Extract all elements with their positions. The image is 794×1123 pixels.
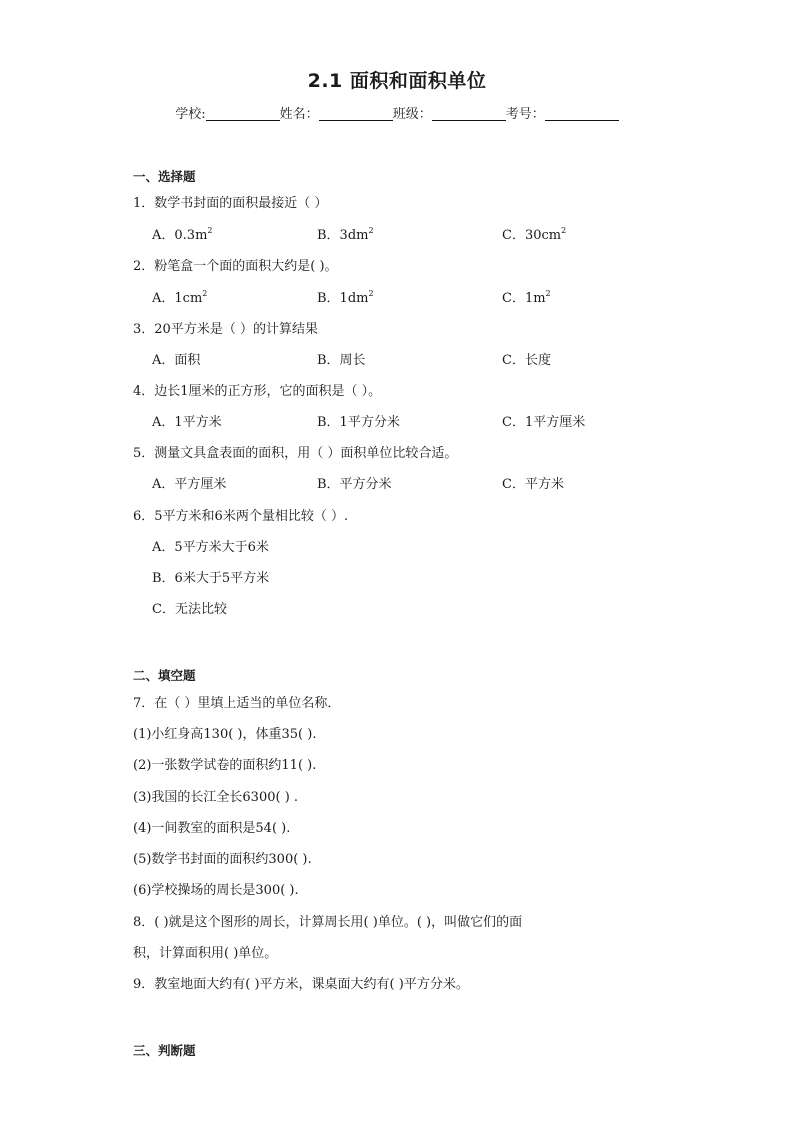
superscript: 2 <box>545 289 551 298</box>
option-c[interactable] <box>502 287 551 306</box>
name-blank[interactable] <box>319 106 393 121</box>
question-7: 7．在（ ）里填上适当的单位名称． <box>133 696 341 711</box>
school-blank[interactable] <box>206 106 280 121</box>
option-b[interactable] <box>317 287 374 306</box>
class-blank[interactable] <box>432 106 506 121</box>
question-1: 1．数学书封面的面积最接近（ ） <box>133 196 328 211</box>
option-c[interactable] <box>502 224 566 243</box>
question-3: 3．20平方米是（ ）的计算结果 <box>133 322 318 337</box>
question-7-item[interactable]: (1)小红身高130( )，体重35( ). <box>133 727 317 742</box>
option-b[interactable]: B．1平方分米 <box>317 415 400 430</box>
question-7-item[interactable]: (4)一间教室的面积是54( ). <box>133 821 291 836</box>
page-title: 2.1 面积和面积单位 <box>307 70 487 92</box>
student-info-line <box>0 103 794 122</box>
option-a-text: A．1cm <box>152 291 203 306</box>
section-heading-fill: 二、填空题 <box>133 668 196 683</box>
option-a[interactable]: A．面积 <box>152 353 201 368</box>
question-6-option-a[interactable]: A．5平方米大于6米 <box>152 540 269 555</box>
question-7-item[interactable]: (2)一张数学试卷的面积约11( ). <box>133 758 317 773</box>
exam-no-label: 考号： <box>505 107 545 122</box>
section-heading-choice: 一、选择题 <box>133 169 196 184</box>
question-8-line-2[interactable]: 积，计算面积用( )单位。 <box>133 946 278 961</box>
option-a[interactable] <box>152 224 212 243</box>
option-c[interactable]: C．1平方厘米 <box>502 415 586 430</box>
class-label: 班级： <box>392 107 432 122</box>
question-4: 4．边长1厘米的正方形，它的面积是（ ）。 <box>133 384 382 399</box>
school-label: 学校: <box>175 107 206 122</box>
question-7-item[interactable]: (3)我国的长江全长6300( ) . <box>133 790 299 805</box>
question-7-item[interactable]: (6)学校操场的周长是300( ). <box>133 883 299 898</box>
question-4-options <box>152 411 772 429</box>
superscript: 2 <box>368 289 374 298</box>
superscript: 2 <box>202 289 208 298</box>
superscript: 2 <box>207 226 213 235</box>
option-a-text: A．0.3m <box>152 228 208 243</box>
option-b[interactable]: B．周长 <box>317 353 366 368</box>
question-5: 5．测量文具盒表面的面积，用（ ）面积单位比较合适。 <box>133 446 458 461</box>
question-8-line-1[interactable]: 8．( )就是这个图形的周长，计算周长用( )单位。( )，叫做它们的面 <box>133 915 523 930</box>
superscript: 2 <box>561 226 567 235</box>
question-2: 2．粉笔盒一个面的面积大约是( )。 <box>133 259 338 274</box>
option-c[interactable]: C．平方米 <box>502 477 564 492</box>
option-c[interactable]: C．长度 <box>502 353 551 368</box>
name-label: 姓名： <box>279 107 319 122</box>
option-b-text: B．3dm <box>317 228 369 243</box>
option-b[interactable] <box>317 224 374 243</box>
option-a[interactable] <box>152 287 207 306</box>
question-7-item[interactable]: (5)数学书封面的面积约300( ). <box>133 852 312 867</box>
exam-no-blank[interactable] <box>545 106 619 121</box>
question-6-option-c[interactable]: C．无法比较 <box>152 602 227 617</box>
question-6: 6．5平方米和6米两个量相比较（ ）. <box>133 509 349 524</box>
option-b-text: B．1dm <box>317 291 369 306</box>
question-5-options <box>152 473 772 491</box>
section-heading-judge: 三、判断题 <box>133 1043 196 1058</box>
question-1-options <box>152 224 772 242</box>
option-c-text: C．30cm <box>502 228 562 243</box>
question-6-option-b[interactable]: B．6米大于5平方米 <box>152 571 270 586</box>
question-2-options <box>152 287 772 305</box>
option-a[interactable]: A．1平方米 <box>152 415 222 430</box>
option-b[interactable]: B．平方分米 <box>317 477 392 492</box>
option-c-text: C．1m <box>502 291 546 306</box>
question-9[interactable]: 9．教室地面大约有( )平方米，课桌面大约有( )平方分米。 <box>133 977 469 992</box>
superscript: 2 <box>368 226 374 235</box>
question-3-options <box>152 349 772 367</box>
option-a[interactable]: A．平方厘米 <box>152 477 227 492</box>
